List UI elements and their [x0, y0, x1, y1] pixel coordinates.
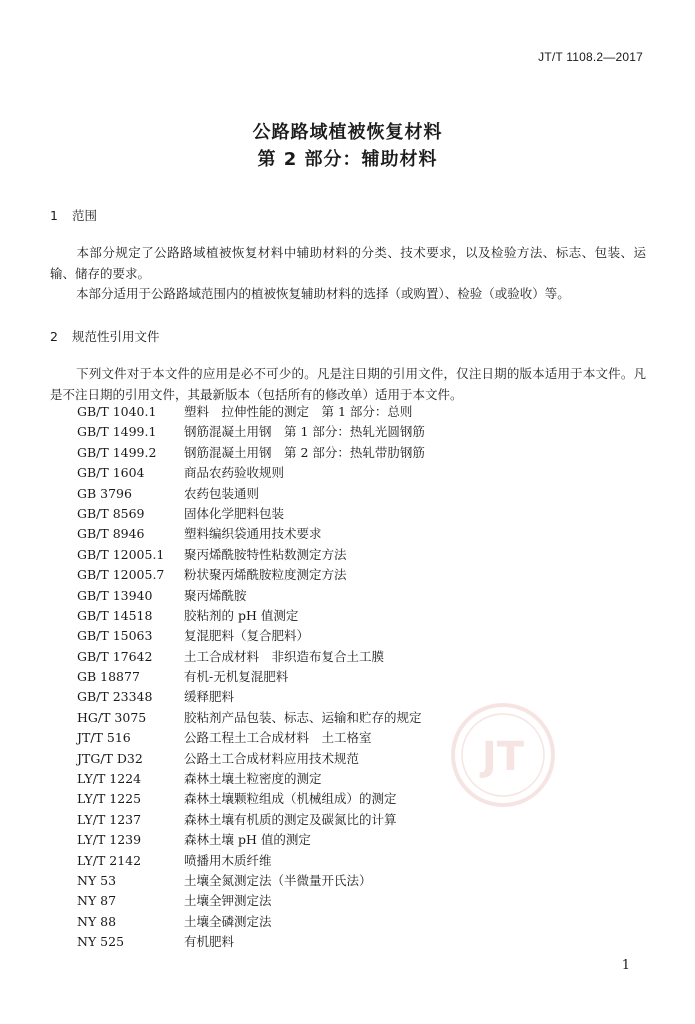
- reference-title: 固体化学肥料包装: [184, 505, 285, 521]
- section-title: 范围: [72, 208, 98, 223]
- references-intro: [50, 364, 646, 405]
- reference-title: 复混肥料（复合肥料）: [184, 628, 310, 644]
- reference-item: [77, 524, 637, 544]
- reference-item: [77, 932, 637, 952]
- reference-title: 有机-无机复混肥料: [184, 669, 289, 685]
- reference-code: GB/T 14518: [77, 607, 153, 623]
- reference-item: [77, 810, 637, 830]
- svg-text:JT: JT: [481, 734, 525, 780]
- reference-code: LY/T 1239: [77, 832, 142, 848]
- reference-code: LY/T 2142: [77, 852, 142, 868]
- paragraph-text: 本部分适用于公路路域范围内的植被恢复辅助材料的选择（或购置）、检验（或验收）等。: [76, 286, 570, 301]
- reference-title: 塑料 拉伸性能的测定 第 1 部分：总则: [184, 404, 413, 419]
- reference-item: [77, 545, 637, 565]
- reference-title: 有机肥料: [184, 934, 235, 950]
- reference-title: 胶粘剂产品包装、标志、运输和贮存的规定: [184, 709, 422, 725]
- reference-title: 土壤全氮测定法（半微量开氏法）: [184, 872, 372, 888]
- reference-code: GB/T 15063: [77, 628, 153, 644]
- reference-title: 土壤全磷测定法: [184, 913, 272, 929]
- reference-code: NY 525: [77, 934, 125, 950]
- reference-item: [77, 667, 637, 687]
- reference-title: 森林土壤 pH 值的测定: [184, 832, 311, 848]
- reference-code: GB/T 8569: [77, 505, 145, 521]
- reference-code: GB/T 1499.2: [77, 444, 157, 460]
- reference-item: [77, 626, 637, 646]
- scope-paragraph-1: [50, 243, 646, 284]
- reference-item: [77, 647, 637, 667]
- reference-item: [77, 606, 637, 626]
- document-title-line1: 公路路域植被恢复材料: [252, 122, 443, 143]
- reference-code: GB/T 1040.1: [77, 404, 157, 419]
- reference-title: 聚丙烯酰胺: [184, 587, 247, 603]
- reference-item: [77, 402, 637, 422]
- reference-title: 森林土壤有机质的测定及碳氮比的计算: [184, 811, 397, 827]
- reference-item: [77, 463, 637, 483]
- reference-code: JTG/T D32: [77, 750, 143, 766]
- reference-code: GB/T 17642: [77, 648, 153, 664]
- reference-item: [77, 851, 637, 871]
- reference-title: 聚丙烯酰胺特性粘数测定方法: [184, 546, 347, 562]
- reference-code: JT/T 516: [77, 730, 131, 746]
- standard-code: JT/T 1108.2—2017: [538, 50, 643, 64]
- reference-code: HG/T 3075: [77, 709, 147, 725]
- reference-code: GB/T 13940: [77, 587, 153, 603]
- reference-code: LY/T 1237: [77, 811, 142, 827]
- reference-item: [77, 586, 637, 606]
- reference-code: LY/T 1224: [77, 771, 142, 787]
- document-title-line2: 第 2 部分：辅助材料: [257, 149, 438, 170]
- reference-code: GB/T 1604: [77, 465, 145, 481]
- reference-code: GB/T 1499.1: [77, 424, 157, 440]
- reference-title: 森林土壤土粒密度的测定: [184, 771, 322, 787]
- reference-title: 胶粘剂的 pH 值测定: [184, 607, 299, 623]
- reference-code: NY 87: [77, 893, 117, 909]
- reference-code: GB/T 23348: [77, 689, 153, 705]
- reference-code: GB/T 12005.1: [77, 546, 165, 562]
- section-number: 2: [50, 329, 58, 344]
- reference-title: 农药包装通则: [184, 485, 260, 501]
- reference-item: [77, 443, 637, 463]
- paragraph-text: 下列文件对于本文件的应用是必不可少的。凡是注日期的引用文件，仅注日期的版本适用于本文件。凡是不注日期的引用文件，其最新版本（包括所有的修改单）适用于本文件。: [50, 366, 646, 402]
- reference-item: [77, 830, 637, 850]
- reference-code: GB/T 12005.7: [77, 567, 165, 583]
- reference-list: [77, 402, 637, 953]
- reference-title: 公路土工合成材料应用技术规范: [184, 750, 360, 766]
- reference-code: LY/T 1225: [77, 791, 142, 807]
- reference-code: GB/T 8946: [77, 526, 145, 542]
- reference-title: 钢筋混凝土用钢 第 2 部分：热轧带肋钢筋: [184, 444, 425, 460]
- reference-title: 土工合成材料 非织造布复合土工膜: [184, 648, 385, 664]
- reference-item: [77, 912, 637, 932]
- section-1-heading: [50, 206, 97, 224]
- reference-item: [77, 871, 637, 891]
- section-number: 1: [50, 208, 58, 223]
- reference-title: 塑料编织袋通用技术要求: [184, 526, 322, 542]
- reference-code: NY 53: [77, 872, 117, 888]
- reference-code: GB 18877: [77, 669, 140, 685]
- reference-item: [77, 565, 637, 585]
- reference-item: [77, 891, 637, 911]
- reference-title: 缓释肥料: [184, 689, 235, 705]
- paragraph-text: 本部分规定了公路路域植被恢复材料中辅助材料的分类、技术要求，以及检验方法、标志、包装、运输、储存的要求。: [50, 245, 646, 281]
- reference-item: [77, 504, 637, 524]
- reference-title: 森林土壤颗粒组成（机械组成）的测定: [184, 791, 397, 807]
- reference-title: 粉状聚丙烯酰胺粒度测定方法: [184, 567, 347, 583]
- reference-item: [77, 484, 637, 504]
- reference-item: [77, 422, 637, 442]
- section-title: 规范性引用文件: [72, 329, 160, 344]
- section-2-heading: [50, 327, 160, 345]
- reference-code: GB 3796: [77, 485, 132, 501]
- reference-title: 钢筋混凝土用钢 第 1 部分：热轧光圆钢筋: [184, 424, 425, 440]
- reference-title: 商品农药验收规则: [184, 465, 285, 481]
- jt-watermark-logo: [448, 700, 558, 810]
- reference-title: 公路工程土工合成材料 土工格室: [184, 730, 372, 746]
- reference-title: 喷播用木质纤维: [184, 852, 272, 868]
- page-number: 1: [621, 958, 630, 973]
- reference-title: 土壤全钾测定法: [184, 893, 272, 909]
- scope-paragraph-2: [50, 284, 646, 305]
- reference-code: NY 88: [77, 913, 117, 929]
